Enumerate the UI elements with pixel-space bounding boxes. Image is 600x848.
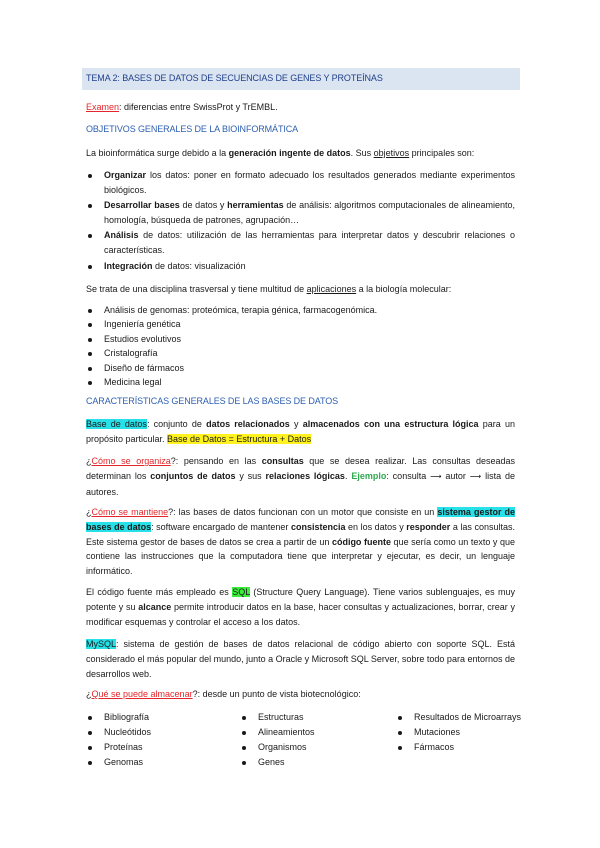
bullet-icon xyxy=(398,746,402,750)
organize-paragraph: ¿Cómo se organiza?: pensando en las consultas que se desea realizar. Las consultas deseadas determinan los conjuntos de datos y sus relaciones lógicas. Ejemplo: consulta ⟶ autor ⟶ lista de autores. xyxy=(86,456,516,497)
bullet-icon xyxy=(88,381,92,385)
store-item: Genes xyxy=(258,757,285,767)
bullet-icon xyxy=(88,716,92,720)
exam-text: : diferencias entre SwissProt y TrEMBL. xyxy=(119,102,278,112)
store-item: Nucleótidos xyxy=(104,727,152,737)
bullet-icon xyxy=(242,731,246,735)
arrow-icon: ⟶ xyxy=(430,471,442,481)
application-item: Ingeniería genética xyxy=(104,319,181,329)
objective-item: Integración de datos: visualización xyxy=(104,261,246,271)
store-item: Bibliografía xyxy=(104,712,150,722)
bullet-icon xyxy=(398,731,402,735)
heading-caracteristicas: CARACTERÍSTICAS GENERALES DE LAS BASES DE DATOS xyxy=(86,396,339,406)
store-item: Organismos xyxy=(258,742,307,752)
objective-item: Organizar los datos: poner en formato adecuado los resultados generados mediante experimentos biológicos. xyxy=(104,170,515,195)
exam-label: Examen xyxy=(86,102,120,112)
page-title: TEMA 2: BASES DE DATOS DE SECUENCIAS DE GENES Y PROTEÍNAS xyxy=(86,73,383,83)
objective-item: Desarrollar bases de datos y herramientas de análisis: algoritmos computacionales de alineamiento, homología, búsqueda de patrones, agrupación… xyxy=(104,200,516,225)
application-item: Cristalografía xyxy=(104,348,158,358)
application-item: Medicina legal xyxy=(104,377,162,387)
store-item: Mutaciones xyxy=(414,727,461,737)
maintain-paragraph: ¿Cómo se mantiene?: las bases de datos funcionan con un motor que consiste en un sistema gestor de bases de datos: software encargado de mantener consistencia en los datos y responder a las consultas. Este sistema gestor de bases de datos se crea a partir de un código fuente que sería como un texto y que contiene las instrucciones que la computadora tiene que interpretar y ejecutar, es decir, un lenguaje informático. xyxy=(86,507,516,577)
arrow-icon: ⟶ xyxy=(469,471,482,481)
bullet-icon xyxy=(88,338,92,342)
exam-note xyxy=(86,100,515,115)
store-item: Resultados de Microarrays xyxy=(414,712,522,722)
sql-paragraph: El código fuente más empleado es SQL (Structure Query Language). Tiene varios sublenguajes, es muy potente y su alcance permite introducir datos en la base, hacer consultas y actualizaciones, borrar, crear y modificar esquemas y controlar el acceso a los datos. xyxy=(86,587,516,627)
bullet-icon xyxy=(242,761,246,765)
mysql-paragraph: MySQL: sistema de gestión de bases de datos relacional de código abierto con soporte SQL. Está considerado el más popular del mundo, junto a Oracle y Microsoft SQL Server, sobre todo para entornos de desarrollos web. xyxy=(86,639,515,679)
db-definition: Base de datos: conjunto de datos relacionados y almacenados con una estructura lógica para un propósito particular. Base de Datos = Estructura + Datos xyxy=(86,419,515,444)
store-item: Fármacos xyxy=(414,742,455,752)
store-question: ¿Qué se puede almacenar?: desde un punto de vista biotecnológico: xyxy=(86,689,361,699)
bullet-icon xyxy=(88,309,92,313)
store-item: Estructuras xyxy=(258,712,304,722)
bullet-icon xyxy=(242,716,246,720)
application-item: Diseño de fármacos xyxy=(104,363,185,373)
bullet-icon xyxy=(242,746,246,750)
objective-item: Análisis de datos: utilización de las herramientas para interpretar datos y descubrir relaciones o características. xyxy=(104,230,515,255)
store-item: Alineamientos xyxy=(258,727,315,737)
intro-paragraph: La bioinformática surge debido a la generación ingente de datos. Sus objetivos principales son: xyxy=(86,148,475,158)
bullet-icon xyxy=(88,174,92,178)
applications-intro: Se trata de una disciplina trasversal y tiene multitud de aplicaciones a la biología molecular: xyxy=(86,284,452,294)
bullet-icon xyxy=(88,761,92,765)
store-item: Proteínas xyxy=(104,742,143,752)
bullet-icon xyxy=(398,716,402,720)
bullet-icon xyxy=(88,234,92,238)
bullet-icon xyxy=(88,731,92,735)
bullet-icon xyxy=(88,367,92,371)
application-item: Estudios evolutivos xyxy=(104,334,182,344)
bullet-icon xyxy=(88,204,92,208)
bullet-icon xyxy=(88,746,92,750)
heading-objetivos: OBJETIVOS GENERALES DE LA BIOINFORMÁTICA xyxy=(86,124,299,134)
application-item: Análisis de genomas: proteómica, terapia génica, farmacogenómica. xyxy=(104,305,378,315)
bullet-icon xyxy=(88,352,92,356)
store-item: Genomas xyxy=(104,757,144,767)
bullet-icon xyxy=(88,323,92,327)
bullet-icon xyxy=(88,265,92,269)
